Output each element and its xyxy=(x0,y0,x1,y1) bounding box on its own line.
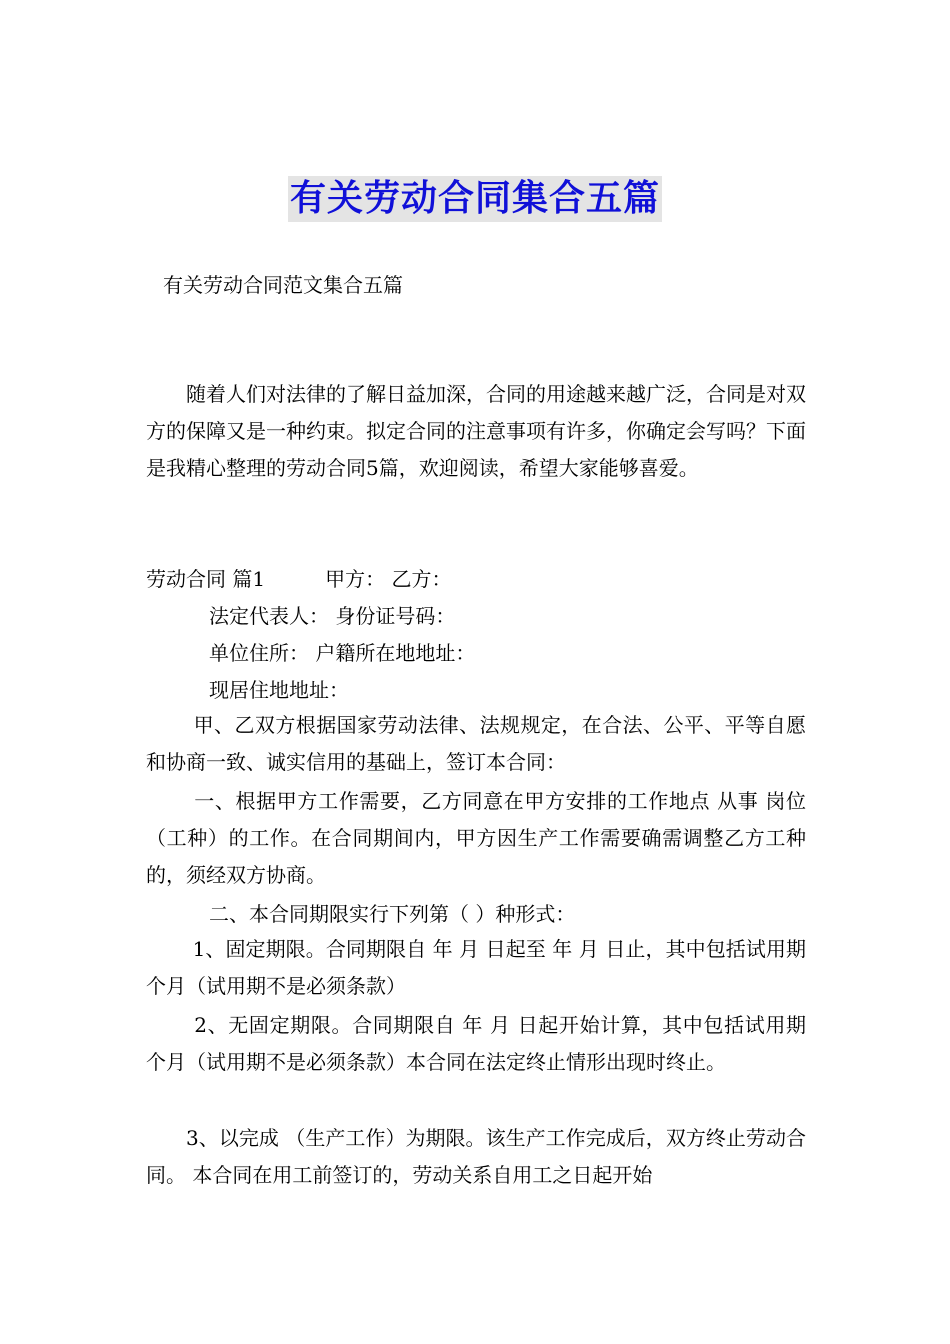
field-residence-address: 现居住地地址： xyxy=(209,678,349,702)
paragraph-clause-two: 二、本合同期限实行下列第（ ）种形式： xyxy=(209,902,576,926)
field-company-address: 单位住所： 户籍所在地地址： xyxy=(209,641,476,665)
paragraph-basis: 甲、乙双方根据国家劳动法律、法规规定，在合法、公平、平等自愿和协商一致、诚实信用的基础上，签订本合同： xyxy=(146,713,806,774)
document-title: 有关劳动合同集合五篇 xyxy=(288,176,662,222)
clause-item-1: 1、固定期限。合同期限自 年 月 日起至 年 月 日止，其中包括试用期 个月（试用期不是必须条款） xyxy=(146,937,806,998)
field-legal-representative: 法定代表人： 身份证号码： xyxy=(209,604,456,628)
title-container xyxy=(0,176,950,222)
document-subtitle: 有关劳动合同范文集合五篇 xyxy=(163,273,403,297)
paragraph-clause-one: 一、根据甲方工作需要，乙方同意在甲方安排的工作地点 从事 岗位（工种）的工作。在合同期间内，甲方因生产工作需要确需调整乙方工种的，须经双方协商。 xyxy=(146,789,806,887)
intro-paragraph: 随着人们对法律的了解日益加深，合同的用途越来越广泛，合同是对双方的保障又是一种约束。拟定合同的注意事项有许多，你确定会写吗？下面是我精心整理的劳动合同5篇，欢迎阅读，希望大家能够喜爱。 xyxy=(146,382,806,480)
clause-item-2: 2、无固定期限。合同期限自 年 月 日起开始计算，其中包括试用期 个月（试用期不是必须条款）本合同在法定终止情形出现时终止。 xyxy=(146,1013,806,1074)
contract-heading-line: 劳动合同 篇1 甲方： 乙方： xyxy=(146,567,452,591)
clause-item-3: 3、以完成 （生产工作）为期限。该生产工作完成后，双方终止劳动合同。 本合同在用工前签订的，劳动关系自用工之日起开始 xyxy=(146,1126,806,1187)
